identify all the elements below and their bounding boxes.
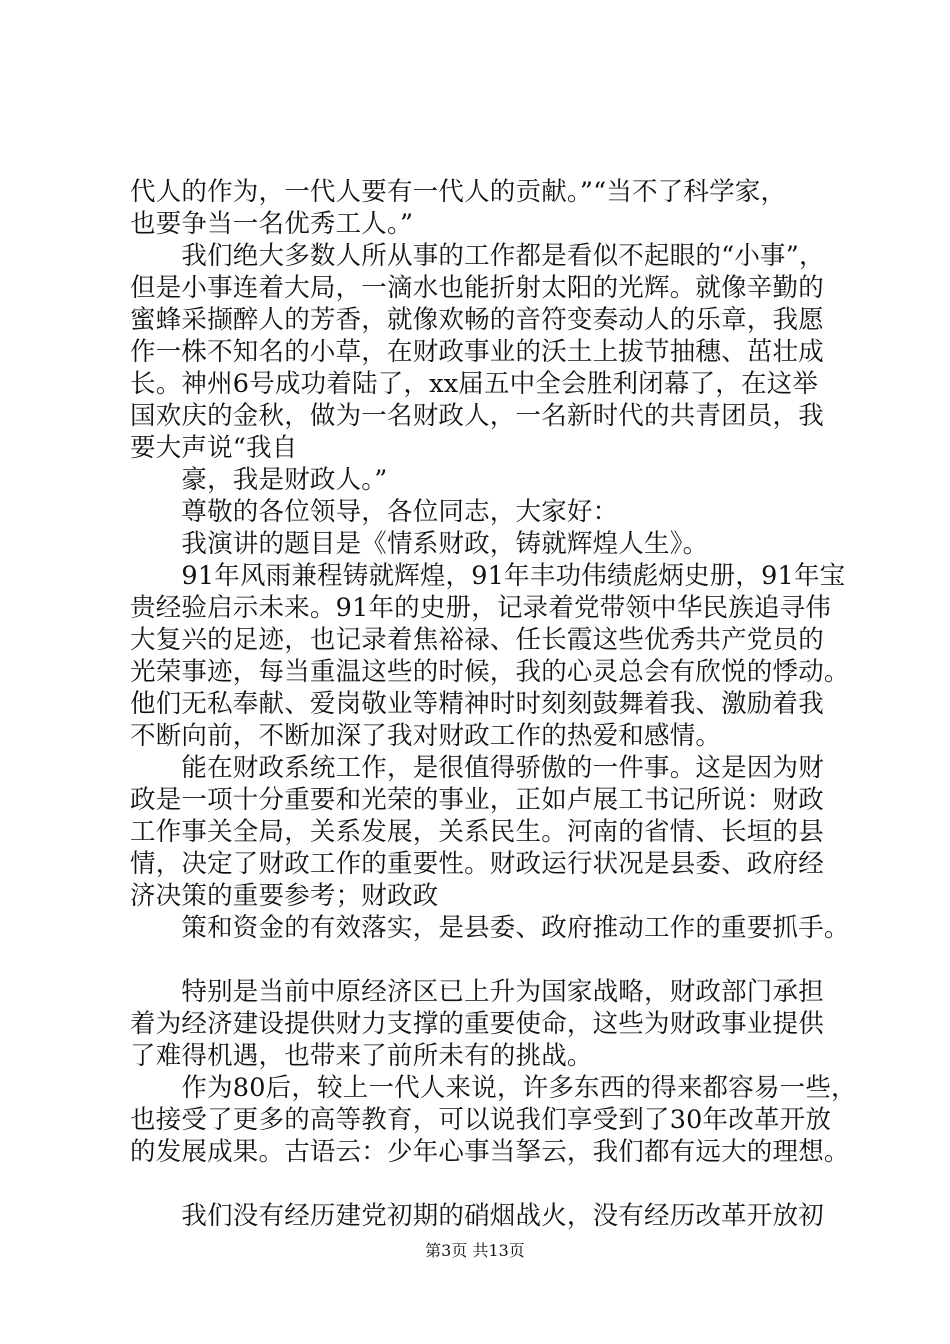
text-line: 着为经济建设提供财力支撑的重要使命，这些为财政事业提供 — [130, 1009, 824, 1039]
text-line: 了难得机遇，也带来了前所未有的挑战。 — [130, 1041, 593, 1071]
text-line: 尊敬的各位领导，各位同志，大家好： — [130, 497, 619, 527]
text-line: 我演讲的题目是《情系财政，铸就辉煌人生》。 — [130, 529, 709, 559]
text-line: 情，决定了财政工作的重要性。财政运行状况是县委、政府经 — [130, 849, 824, 879]
text-line: 但是小事连着大局，一滴水也能折射太阳的光辉。就像辛勤的 — [130, 273, 824, 303]
text-line: 长。神州6号成功着陆了，xx届五中全会胜利闭幕了，在这举 — [130, 369, 819, 399]
text-line: 也接受了更多的高等教育，可以说我们享受到了30年改革开放 — [130, 1105, 832, 1135]
text-line: 国欢庆的金秋，做为一名财政人，一名新时代的共青团员，我 — [130, 401, 824, 431]
text-line: 不断向前，不断加深了我对财政工作的热爱和感情。 — [130, 721, 722, 751]
text-line: 光荣事迹，每当重温这些的时候，我的心灵总会有欣悦的悸动。 — [130, 657, 850, 687]
text-line: 特别是当前中原经济区已上升为国家战略，财政部门承担 — [130, 977, 824, 1007]
text-line: 要大声说“我自 — [130, 433, 298, 463]
text-line: 作一株不知名的小草，在财政事业的沃土上拔节抽穗、茁壮成 — [130, 337, 824, 367]
text-line: 91年风雨兼程铸就辉煌，91年丰功伟绩彪炳史册，91年宝 — [130, 561, 846, 591]
text-line: 策和资金的有效落实，是县委、政府推动工作的重要抓手。 — [130, 913, 850, 943]
text-line: 代人的作为，一代人要有一代人的贡献。”“当不了科学家， — [130, 177, 787, 207]
text-line: 也要争当一名优秀工人。” — [130, 209, 414, 239]
text-line: 蜜蜂采撷醉人的芳香，就像欢畅的音符变奏动人的乐章，我愿 — [130, 305, 824, 335]
text-line: 他们无私奉献、爱岗敬业等精神时时刻刻鼓舞着我、激励着我 — [130, 689, 824, 719]
text-line: 济决策的重要参考；财政政 — [130, 881, 439, 911]
text-line: 我们绝大多数人所从事的工作都是看似不起眼的“小事”， — [130, 241, 825, 271]
text-line: 作为80后，较上一代人来说，许多东西的得来都容易一些， — [130, 1073, 857, 1103]
text-line: 政是一项十分重要和光荣的事业，正如卢展工书记所说：财政 — [130, 785, 824, 815]
text-line: 贵经验启示未来。91年的史册，记录着党带领中华民族追寻伟 — [130, 593, 832, 623]
page-number-footer: 第3页 共13页 — [425, 1241, 525, 1260]
text-line: 工作事关全局，关系发展，关系民生。河南的省情、长垣的县 — [130, 817, 824, 847]
text-line: 大复兴的足迹，也记录着焦裕禄、任长霞这些优秀共产党员的 — [130, 625, 824, 655]
text-line: 能在财政系统工作，是很值得骄傲的一件事。这是因为财 — [130, 753, 824, 783]
text-line: 我们没有经历建党初期的硝烟战火，没有经历改革开放初 — [130, 1201, 824, 1231]
text-line: 豪，我是财政人。” — [130, 465, 388, 495]
text-line: 的发展成果。古语云：少年心事当拏云，我们都有远大的理想。 — [130, 1137, 850, 1167]
